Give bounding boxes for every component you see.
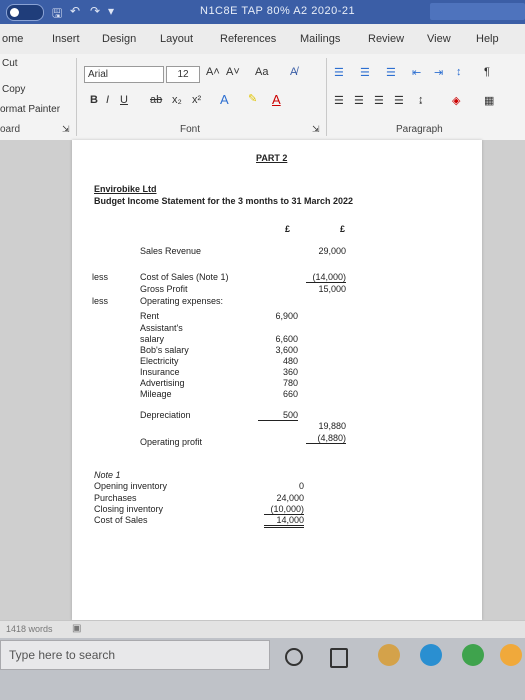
- tab-help[interactable]: Help: [476, 33, 499, 45]
- show-formatting-icon[interactable]: ¶: [484, 66, 490, 78]
- operating-profit-value: (4,880): [306, 433, 346, 444]
- align-left-icon[interactable]: ☰: [334, 95, 344, 107]
- expense-value: 660: [282, 389, 298, 399]
- expense-value: 500: [258, 410, 298, 421]
- document-page[interactable]: [72, 140, 482, 620]
- font-group-label: Font: [180, 124, 201, 135]
- increase-indent-icon[interactable]: ⇥: [434, 67, 444, 79]
- underline-button[interactable]: U: [120, 94, 128, 106]
- task-view-icon[interactable]: [330, 648, 348, 668]
- expense-label: Depreciation: [140, 410, 191, 420]
- paragraph-group-label: Paragraph: [396, 124, 443, 135]
- format-painter-button[interactable]: ormat Painter: [0, 104, 61, 115]
- gross-profit-label: Gross Profit: [140, 284, 188, 294]
- multilevel-list-icon[interactable]: ☰: [386, 67, 396, 79]
- note-value: 14,000: [264, 515, 304, 528]
- taskbar: [0, 638, 525, 700]
- superscript-button[interactable]: x²: [192, 94, 202, 106]
- tab-references[interactable]: References: [220, 33, 277, 45]
- expense-label: salary: [140, 334, 165, 344]
- italic-button[interactable]: I: [106, 94, 110, 106]
- note-label: Purchases: [94, 493, 137, 503]
- sort-icon[interactable]: ↕: [456, 66, 462, 78]
- tab-mailings[interactable]: Mailings: [300, 33, 341, 45]
- note-value: (10,000): [264, 504, 304, 515]
- expense-value: 6,600: [275, 334, 298, 344]
- ribbon-tabs: [0, 24, 525, 54]
- sales-value: 29,000: [318, 246, 346, 256]
- proofing-icon[interactable]: ▣: [72, 623, 82, 634]
- note-heading: Note 1: [94, 470, 121, 480]
- app-icon[interactable]: [500, 644, 522, 666]
- justify-icon[interactable]: ☰: [394, 95, 404, 107]
- undo-icon[interactable]: ↶: [70, 4, 81, 18]
- taskbar-search-input[interactable]: Type here to search: [0, 640, 270, 670]
- subscript-button[interactable]: x₂: [172, 94, 182, 106]
- cost-of-sales-value: (14,000): [306, 272, 346, 283]
- gross-profit-value: 15,000: [318, 284, 346, 294]
- align-center-icon[interactable]: ☰: [354, 95, 364, 107]
- text-effects-button[interactable]: A: [220, 92, 229, 107]
- total-expenses-value: 19,880: [318, 421, 346, 431]
- expense-label: Rent: [140, 311, 160, 321]
- note-value: 0: [298, 481, 304, 491]
- operating-expenses-label: Operating expenses:: [140, 296, 224, 306]
- tab-design[interactable]: Design: [102, 33, 137, 45]
- currency-header-1: £: [285, 224, 291, 234]
- expense-value: 3,600: [275, 345, 298, 355]
- align-right-icon[interactable]: ☰: [374, 95, 384, 107]
- expense-label: Insurance: [140, 367, 180, 377]
- shading-icon[interactable]: ◈: [452, 95, 461, 107]
- company-name: Envirobike Ltd: [94, 184, 157, 194]
- borders-icon[interactable]: ▦: [484, 95, 495, 107]
- grow-font-button[interactable]: A˄: [206, 66, 220, 78]
- numbering-icon[interactable]: ☰: [360, 67, 370, 79]
- autosave-toggle[interactable]: [6, 4, 44, 21]
- clipboard-group-label: oard: [0, 124, 21, 135]
- redo-icon[interactable]: ↷: [90, 4, 101, 18]
- title-search-box[interactable]: [430, 3, 525, 20]
- expense-label: Mileage: [140, 389, 172, 399]
- word-count[interactable]: 1418 words: [6, 624, 53, 634]
- part-heading: PART 2: [256, 153, 288, 163]
- bold-button[interactable]: B: [90, 94, 98, 106]
- group-divider: [326, 58, 327, 136]
- expense-value: 780: [282, 378, 298, 388]
- strikethrough-button[interactable]: ab: [150, 94, 163, 106]
- less-label: less: [92, 296, 109, 306]
- expense-value: 6,900: [275, 311, 298, 321]
- highlight-button[interactable]: ✎: [248, 93, 258, 105]
- expense-value: 480: [282, 356, 298, 366]
- bullets-icon[interactable]: ☰: [334, 67, 344, 79]
- clear-formatting-icon[interactable]: A̸: [290, 66, 298, 78]
- less-label: less: [92, 272, 109, 282]
- currency-header-2: £: [340, 224, 346, 234]
- note-label: Opening inventory: [94, 481, 168, 491]
- status-bar: [0, 620, 525, 639]
- tab-layout[interactable]: Layout: [160, 33, 194, 45]
- line-spacing-icon[interactable]: ↨: [418, 94, 424, 106]
- font-size-select[interactable]: 12: [166, 66, 200, 83]
- note-value: 24,000: [276, 493, 304, 503]
- expense-label: Electricity: [140, 356, 179, 366]
- ribbon-home: [0, 54, 525, 141]
- font-launcher-icon[interactable]: ⇲: [312, 124, 320, 134]
- expense-value: 360: [282, 367, 298, 377]
- chrome-icon[interactable]: [378, 644, 400, 666]
- shrink-font-button[interactable]: A˅: [226, 66, 240, 78]
- save-icon[interactable]: 🖫: [52, 6, 63, 20]
- document-title: N1C8E TAP 80% A2 2020-21: [200, 5, 356, 17]
- expense-label: Advertising: [140, 378, 185, 388]
- font-family-select[interactable]: Arial: [84, 66, 164, 83]
- cut-button[interactable]: Cut: [2, 58, 18, 69]
- statement-title: Budget Income Statement for the 3 months to 31 March 2022: [94, 196, 354, 206]
- tab-view[interactable]: View: [427, 33, 451, 45]
- cortana-icon[interactable]: [285, 648, 303, 666]
- edge-icon[interactable]: [420, 644, 442, 666]
- document-canvas[interactable]: [0, 140, 525, 620]
- expense-label: Assistant's: [140, 323, 183, 333]
- tab-home[interactable]: ome: [2, 33, 24, 45]
- group-divider: [76, 58, 77, 136]
- operating-profit-label: Operating profit: [140, 437, 203, 447]
- copy-button[interactable]: Copy: [2, 84, 26, 95]
- chrome-browser-icon[interactable]: [462, 644, 484, 666]
- cost-of-sales-label: Cost of Sales (Note 1): [140, 272, 229, 282]
- title-bar: [0, 0, 525, 24]
- tab-review[interactable]: Review: [368, 33, 405, 45]
- decrease-indent-icon[interactable]: ⇤: [412, 67, 422, 79]
- sales-label: Sales Revenue: [140, 246, 202, 256]
- note-label: Cost of Sales: [94, 515, 148, 525]
- expense-label: Bob's salary: [140, 345, 189, 355]
- change-case-button[interactable]: Aa: [255, 66, 269, 78]
- clipboard-launcher-icon[interactable]: ⇲: [62, 124, 70, 134]
- tab-insert[interactable]: Insert: [52, 33, 80, 45]
- customize-toolbar-icon[interactable]: ▾: [108, 4, 115, 18]
- note-label: Closing inventory: [94, 504, 164, 514]
- font-color-button[interactable]: A: [272, 92, 281, 107]
